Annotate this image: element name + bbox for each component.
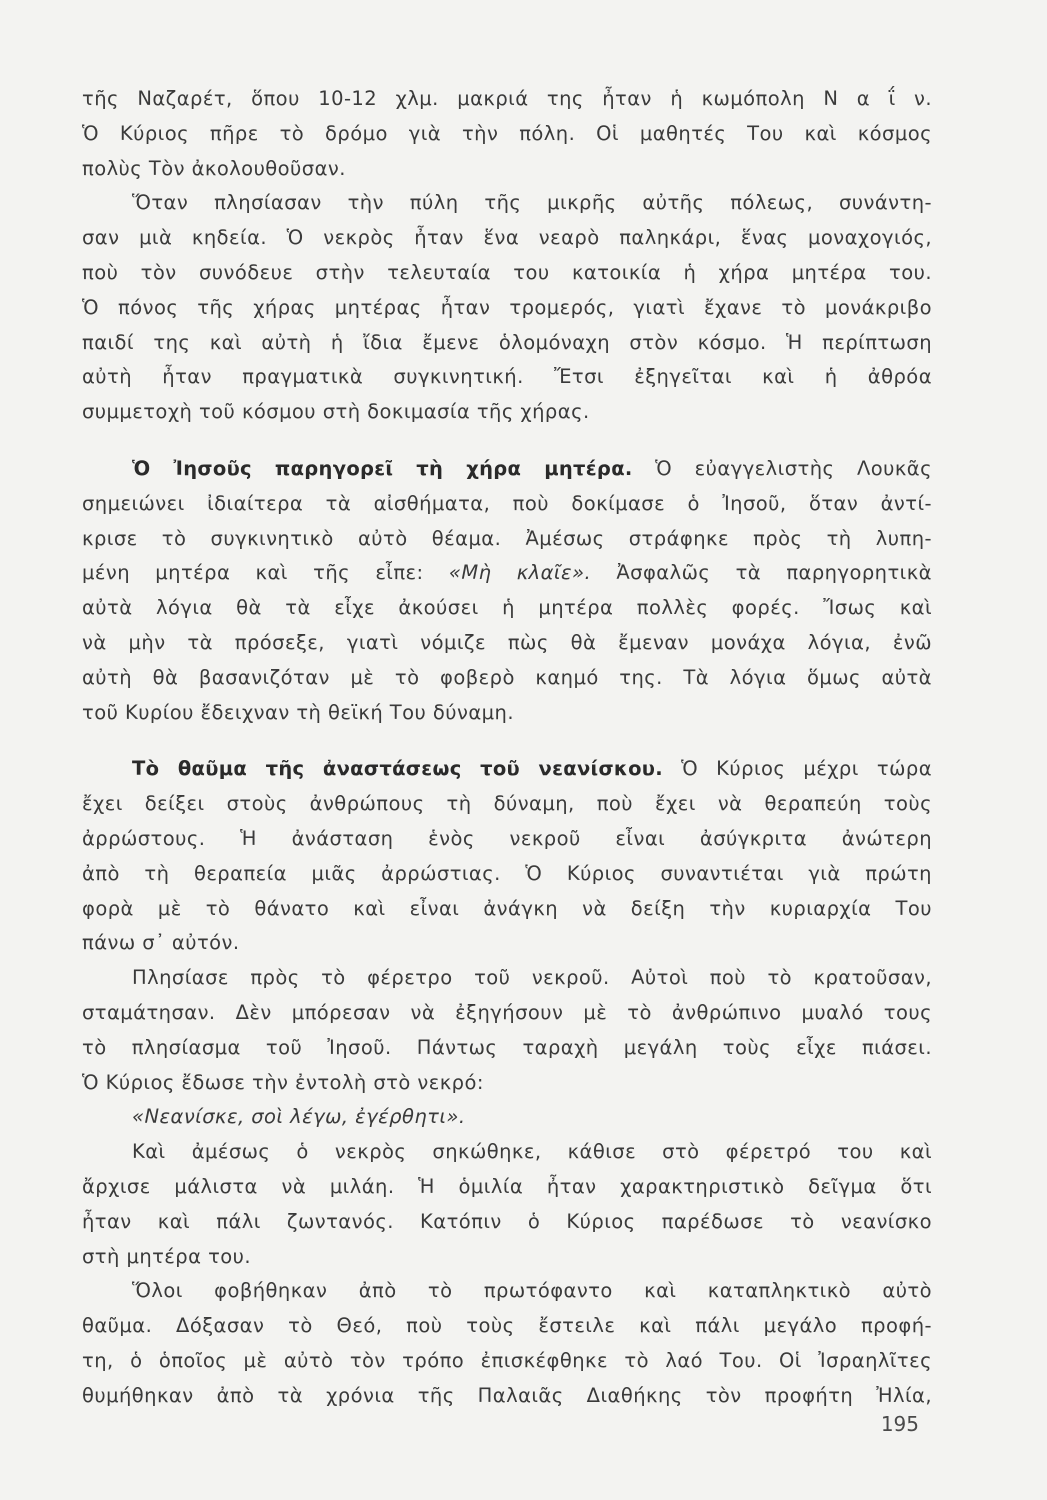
text-line: ἄρχισε μάλιστα νὰ μιλάη. Ἡ ὁμιλία ἦταν χαρακτηριστικὸ δεῖγμα ὅτι: [82, 1174, 932, 1198]
text-line: σταμάτησαν. Δὲν μπόρεσαν νὰ ἐξηγήσουν μὲ τὸ ἀνθρώπινο μυαλό τους: [82, 1000, 932, 1024]
text-line: νὰ μὴν τὰ πρόσεξε, γιατὶ νόμιζε πὼς θὰ ἔμεναν μονάχα λόγια, ἐνῶ: [82, 630, 932, 654]
quote-text: «Νεανίσκε, σοὶ λέγω, ἐγέρθητι».: [132, 1105, 466, 1129]
text-line: ἀρρώστους. Ἡ ἀνάσταση ἑνὸς νεκροῦ εἶναι ἀσύγκριτα ἀνώτερη: [82, 826, 932, 850]
quote-text: «Μὴ κλαῖε».: [448, 561, 592, 585]
quote-line: [82, 1100, 932, 1135]
text-line: αὐτὴ θὰ βασανιζόταν μὲ τὸ φοβερὸ καημό της. Τὰ λόγια ὅμως αὐτὰ: [82, 665, 932, 689]
text-line: Πλησίασε πρὸς τὸ φέρετρο τοῦ νεκροῦ. Αὐτοὶ ποὺ τὸ κρατοῦσαν,: [132, 966, 932, 990]
page-body: [82, 82, 932, 1413]
text-line: θυμήθηκαν ἀπὸ τὰ χρόνια τῆς Παλαιᾶς Διαθήκης τὸν προφήτη Ἠλία,: [82, 1383, 932, 1407]
text-line: συμμετοχὴ τοῦ κόσμου στὴ δοκιμασία τῆς χήρας.: [82, 400, 590, 424]
text-line: παιδί της καὶ αὐτὴ ἡ ἴδια ἔμενε ὁλομόναχη στὸν κόσμο. Ἡ περίπτωση: [82, 330, 932, 354]
text-line: Ὅλοι φοβήθηκαν ἀπὸ τὸ πρωτόφαντο καὶ καταπληκτικὸ αὐτὸ: [132, 1279, 932, 1303]
section-heading: Τὸ θαῦμα τῆς ἀναστάσεως τοῦ νεανίσκου.: [132, 757, 663, 781]
text-line: κρισε τὸ συγκινητικὸ αὐτὸ θέαμα. Ἀμέσως στράφηκε πρὸς τὴ λυπη-: [82, 526, 932, 550]
text-line: τὸ πλησίασμα τοῦ Ἰησοῦ. Πάντως ταραχὴ μεγάλη τοὺς εἶχε πιάσει.: [82, 1035, 932, 1059]
text-line: σημειώνει ἰδιαίτερα τὰ αἰσθήματα, ποὺ δοκίμασε ὁ Ἰησοῦ, ὅταν ἀντί-: [82, 491, 932, 515]
text-line: τη, ὁ ὁποῖος μὲ αὐτὸ τὸν τρόπο ἐπισκέφθηκε τὸ λαό Του. Οἱ Ἰσραηλῖτες: [82, 1348, 932, 1372]
text-line: θαῦμα. Δόξασαν τὸ Θεό, ποὺ τοὺς ἔστειλε καὶ πάλι μεγάλο προφή-: [82, 1314, 932, 1338]
text-line: Ὁ πόνος τῆς χήρας μητέρας ἦταν τρομερός, γιατὶ ἔχανε τὸ μονάκριβο: [82, 295, 932, 319]
text-line: πολὺς Τὸν ἀκολουθοῦσαν.: [82, 156, 346, 180]
text-line: ἀπὸ τὴ θεραπεία μιᾶς ἀρρώστιας. Ὁ Κύριος συναντιέται γιὰ πρώτη: [82, 861, 932, 885]
text-line: Ὅταν πλησίασαν τὴν πύλη τῆς μικρῆς αὐτῆς πόλεως, συνάντη-: [132, 191, 932, 215]
text-line: ἦταν καὶ πάλι ζωντανός. Κατόπιν ὁ Κύριος παρέδωσε τὸ νεανίσκο: [82, 1209, 932, 1233]
quote-line-pre: μένη μητέρα καὶ τῆς εἶπε:: [82, 561, 449, 585]
text-line: τῆς Ναζαρέτ, ὅπου 10-12 χλμ. μακριά της ἦταν ἡ κωμόπολη Ν α ΐ ν.: [82, 87, 932, 110]
text-line: Ὁ Κύριος πῆρε τὸ δρόμο γιὰ τὴν πόλη. Οἱ μαθητές Του καὶ κόσμος: [82, 121, 932, 145]
text-line: αὐτὴ ἦταν πραγματικὰ συγκινητική. Ἔτσι ἐξηγεῖται καὶ ἡ ἀθρόα: [82, 365, 932, 389]
section-heading-line: [82, 452, 932, 487]
text-line-with-quote: [82, 556, 932, 591]
text-line: Καὶ ἀμέσως ὁ νεκρὸς σηκώθηκε, κάθισε στὸ φέρετρό του καὶ: [132, 1140, 932, 1164]
text-line: στὴ μητέρα του.: [82, 1244, 252, 1268]
text-line: ἔχει δείξει στοὺς ἀνθρώπους τὴ δύναμη, ποὺ ἔχει νὰ θεραπεύη τοὺς: [82, 792, 932, 816]
page-number: 195: [880, 1412, 919, 1436]
text-line: ποὺ τὸν συνόδευε στὴν τελευταία του κατοικία ἡ χήρα μητέρα του.: [82, 260, 932, 284]
text-line: αὐτὰ λόγια θὰ τὰ εἶχε ἀκούσει ἡ μητέρα πολλὲς φορές. Ἴσως καὶ: [82, 596, 932, 620]
text-line: τοῦ Κυρίου ἔδειχναν τὴ θεϊκή Του δύναμη.: [82, 700, 514, 724]
heading-line-rest: Ὁ εὐαγγελιστὴς Λουκᾶς: [632, 456, 932, 480]
text-line: φορὰ μὲ τὸ θάνατο καὶ εἶναι ἀνάγκη νὰ δείξη τὴν κυριαρχία Του: [82, 896, 932, 920]
text-line: Ὁ Κύριος ἔδωσε τὴν ἐντολὴ στὸ νεκρό:: [82, 1070, 484, 1094]
section-heading-line: [82, 752, 932, 787]
text-line: σαν μιὰ κηδεία. Ὁ νεκρὸς ἦταν ἕνα νεαρὸ παληκάρι, ἕνας μοναχογιός,: [82, 226, 932, 250]
quote-line-post: Ἀσφαλῶς τὰ παρηγορητικὰ: [591, 561, 932, 585]
text-line: πάνω σ᾿ αὐτόν.: [82, 931, 240, 955]
heading-line-rest: Ὁ Κύριος μέχρι τώρα: [662, 757, 932, 781]
section-heading: Ὁ Ἰησοῦς παρηγορεῖ τὴ χήρα μητέρα.: [132, 456, 633, 480]
